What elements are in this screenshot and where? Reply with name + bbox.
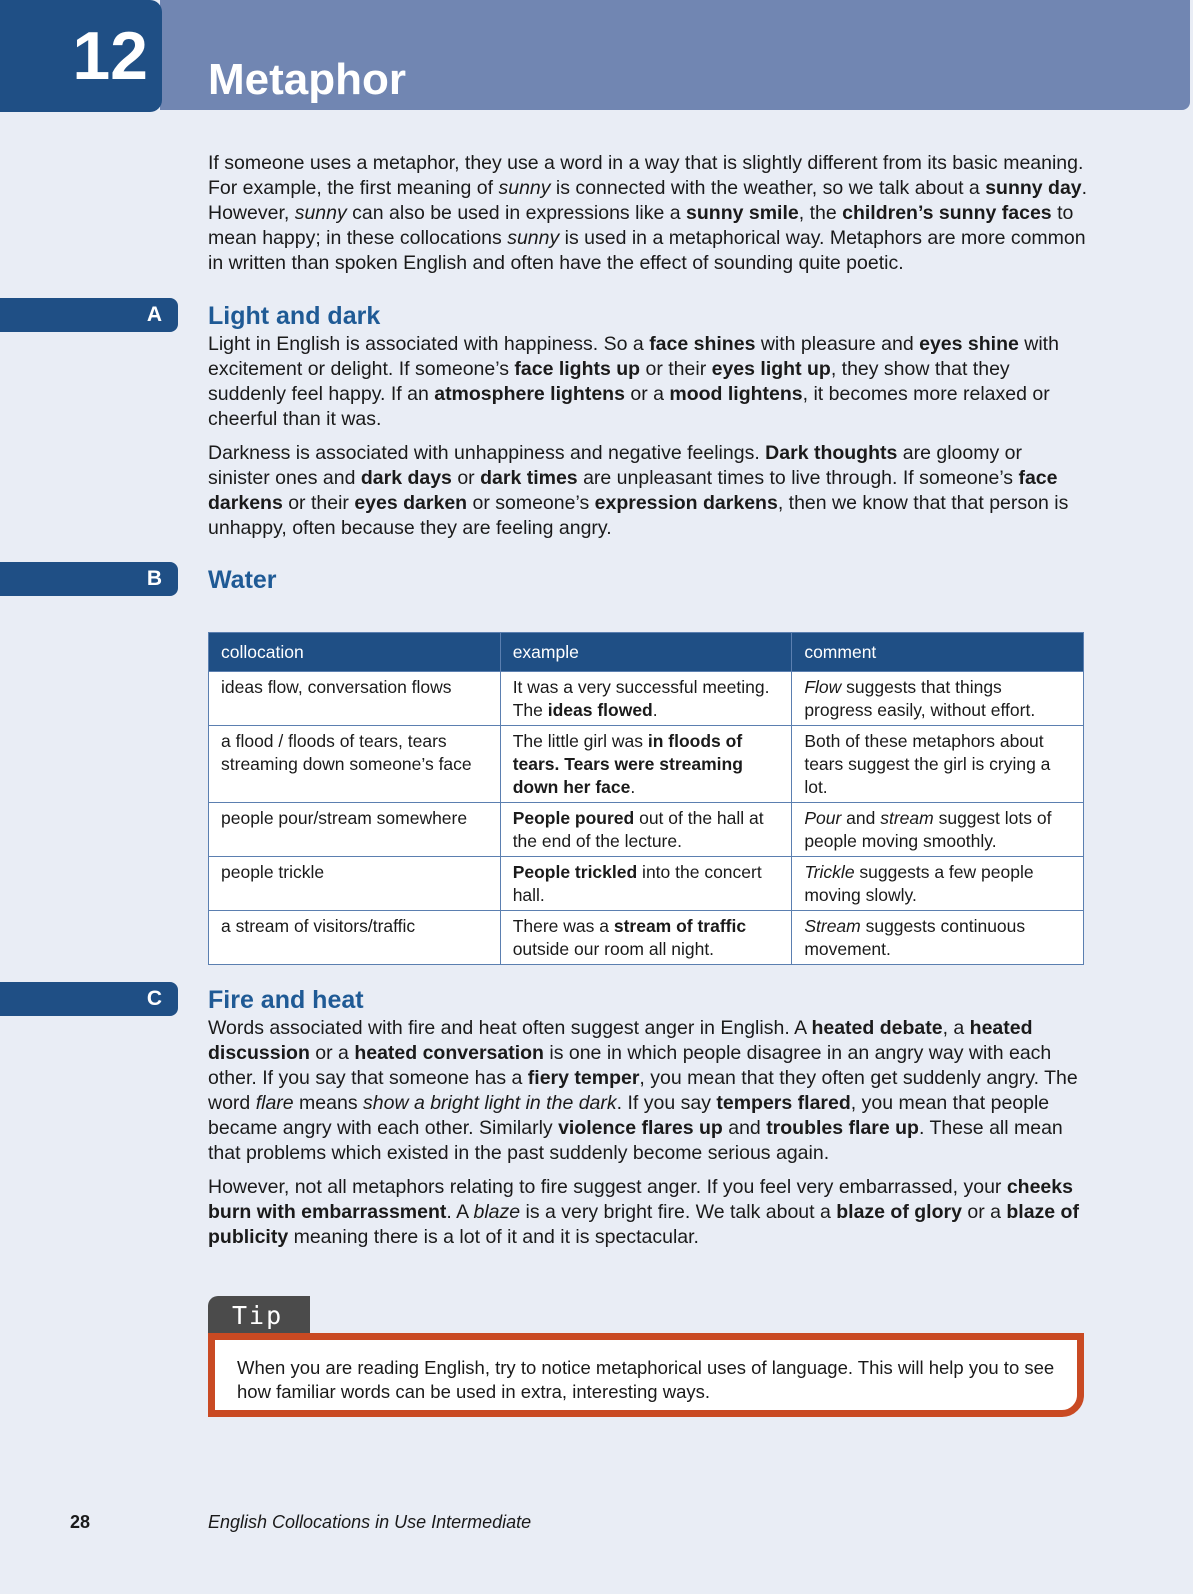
table-row: [209, 911, 1084, 965]
table-row: [209, 857, 1084, 911]
section-b-tab: B: [0, 562, 178, 596]
example-cell: There was a stream of traffic outside our room all night.: [500, 911, 792, 965]
page-number: 28: [70, 1512, 91, 1532]
comment-cell: Flow suggests that things progress easily, without effort.: [792, 672, 1084, 726]
section-a-paragraph-2: Darkness is associated with unhappiness and negative feelings. Dark thoughts are gloomy or sinister ones and dark days or dark times are unpleasant times to live through. If someone’s face darkens or their eyes darken or someone’s expression darkens, then we know that that person is unhappy, often because they are feeling angry.: [208, 442, 1069, 539]
collocation-cell: a stream of visitors/traffic: [209, 911, 501, 965]
comment-cell: Both of these metaphors about tears suggest the girl is crying a lot.: [792, 726, 1084, 803]
book-title: English Collocations in Use Intermediate: [208, 1512, 532, 1532]
collocation-cell: ideas flow, conversation flows: [209, 672, 501, 726]
collocation-cell: people trickle: [209, 857, 501, 911]
section-b-heading: Water: [208, 566, 277, 594]
column-header-collocation: collocation: [209, 633, 501, 672]
tip-box: [208, 1333, 1084, 1417]
section-c-tab: C: [0, 982, 178, 1016]
table-row: [209, 672, 1084, 726]
intro-paragraph: If someone uses a metaphor, they use a word in a way that is slightly different from its basic meaning. For example, the first meaning of sunny is connected with the weather, so we talk about a sunny day. However, sunny can also be used in expressions like a sunny smile, the children’s sunny faces to mean happy; in these collocations sunny is used in a metaphorical way. Metaphors are more common in written than spoken English and often have the effect of sounding quite poetic.: [208, 152, 1088, 274]
collocation-cell: people pour/stream somewhere: [209, 803, 501, 857]
example-cell: People poured out of the hall at the end of the lecture.: [500, 803, 792, 857]
table-row: [209, 803, 1084, 857]
tip-label: Tip: [208, 1296, 310, 1334]
unit-title: Metaphor: [208, 55, 406, 104]
table-header-row: [209, 633, 1084, 672]
comment-cell: Pour and stream suggest lots of people moving smoothly.: [792, 803, 1084, 857]
comment-cell: Trickle suggests a few people moving slowly.: [792, 857, 1084, 911]
comment-cell: Stream suggests continuous movement.: [792, 911, 1084, 965]
water-collocation-table: [208, 632, 1084, 965]
section-a-tab: A: [0, 298, 178, 332]
section-c-heading: Fire and heat: [208, 986, 364, 1014]
section-c-paragraph-2: However, not all metaphors relating to fire suggest anger. If you feel very embarrassed, your cheeks burn with embarrassment. A blaze is a very bright fire. We talk about a blaze of glory or a blaze of publicity meaning there is a lot of it and it is spectacular.: [208, 1176, 1079, 1248]
table-row: [209, 726, 1084, 803]
example-cell: The little girl was in floods of tears. Tears were streaming down her face.: [500, 726, 792, 803]
column-header-example: example: [500, 633, 792, 672]
tip-text: When you are reading English, try to notice metaphorical uses of language. This will help you to see how familiar words can be used in extra, interesting ways.: [237, 1357, 1055, 1402]
example-cell: It was a very successful meeting. The ideas flowed.: [500, 672, 792, 726]
section-c-text: [208, 1016, 1088, 1259]
section-a-heading: Light and dark: [208, 302, 381, 330]
intro-text: [208, 151, 1088, 285]
section-c-paragraph-1: Words associated with fire and heat often suggest anger in English. A heated debate, a heated discussion or a heated conversation is one in which people disagree in an angry way with each other. If you say that someone has a fiery temper, you mean that they often get suddenly angry. The word flare means show a bright light in the dark. If you say tempers flared, you mean that people became angry with each other. Similarly violence flares up and troubles flare up. These all mean that problems which existed in the past suddenly become serious again.: [208, 1017, 1078, 1164]
column-header-comment: comment: [792, 633, 1084, 672]
unit-number: 12: [0, 0, 162, 112]
section-a-paragraph-1: Light in English is associated with happiness. So a face shines with pleasure and eyes shine with excitement or delight. If someone’s face lights up or their eyes light up, they show that they suddenly feel happy. If an atmosphere lightens or a mood lightens, it becomes more relaxed or cheerful than it was.: [208, 333, 1059, 430]
example-cell: People trickled into the concert hall.: [500, 857, 792, 911]
section-a-text: [208, 332, 1088, 550]
collocation-cell: a flood / floods of tears, tears streaming down someone’s face: [209, 726, 501, 803]
